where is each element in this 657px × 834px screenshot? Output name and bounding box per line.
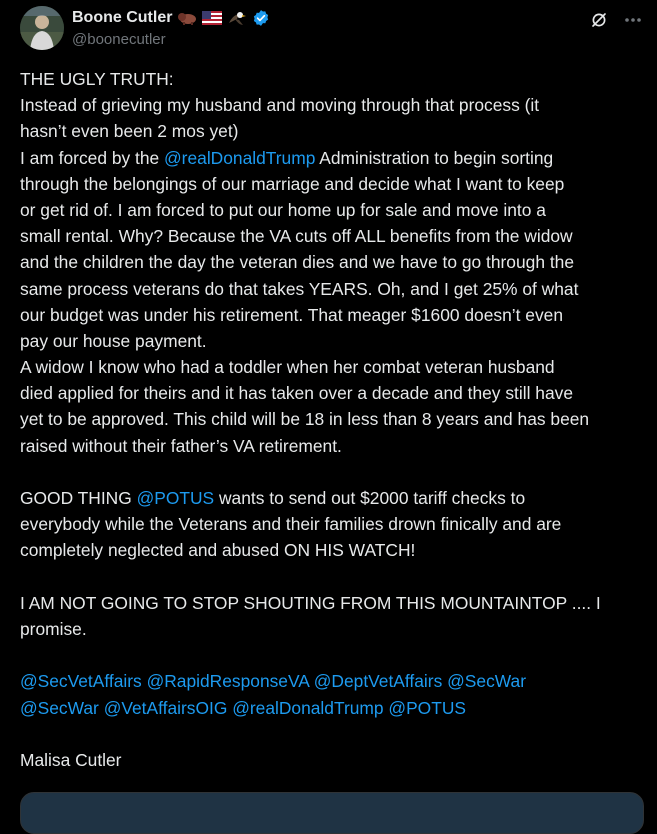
tweet-line xyxy=(20,145,640,171)
tweet-line: I AM NOT GOING TO STOP SHOUTING FROM THIS MOUNTAINTOP .... I xyxy=(20,592,601,613)
mentions-line xyxy=(20,695,640,721)
more-icon[interactable] xyxy=(623,10,643,30)
media-attachment[interactable] xyxy=(20,792,644,834)
tweet-text xyxy=(20,66,640,773)
tweet-line: Instead of grieving my husband and moving through that process (it xyxy=(20,95,540,116)
tweet-line: yet to be approved. This child will be 18 in less than 8 years and has been xyxy=(20,409,590,430)
tweet-line: THE UGLY TRUTH: xyxy=(20,69,174,89)
paragraph-break xyxy=(20,564,640,590)
mention-link[interactable]: @realDonaldTrump xyxy=(232,697,384,718)
grok-icon[interactable] xyxy=(589,10,609,30)
mention-link[interactable]: @realDonaldTrump xyxy=(164,147,316,168)
header-actions xyxy=(589,10,643,30)
author-block xyxy=(72,7,270,48)
paragraph-break xyxy=(20,642,640,668)
mention-link[interactable]: @POTUS xyxy=(388,697,466,718)
bison-icon xyxy=(177,11,197,25)
display-name[interactable]: Boone Cutler xyxy=(72,9,173,26)
tweet-line: died applied for theirs and it has taken over a decade and they still have xyxy=(20,383,573,404)
mention-link[interactable]: @SecWar xyxy=(447,671,526,692)
display-name-row xyxy=(72,7,270,29)
tweet-text-fragment: GOOD THING xyxy=(20,488,137,508)
paragraph-break xyxy=(20,721,640,747)
us-flag-icon xyxy=(202,11,222,25)
mention-link[interactable]: @DeptVetAffairs xyxy=(313,671,443,692)
mention-link[interactable]: @POTUS xyxy=(136,488,215,508)
tweet-line: A widow I know who had a toddler when her combat veteran husband xyxy=(20,357,555,378)
paragraph-break xyxy=(20,459,640,485)
verified-badge-icon xyxy=(252,9,270,27)
mention-link[interactable]: @VetAffairsOIG xyxy=(103,697,228,718)
signature: Malisa Cutler xyxy=(20,749,122,770)
eagle-icon xyxy=(227,11,247,25)
tweet-line: raised without their father’s VA retirement. xyxy=(20,435,342,456)
tweet-line: everybody while the Veterans and their families drown finically and are xyxy=(20,514,562,535)
tweet-line: promise. xyxy=(20,618,87,639)
tweet-line: our budget was under his retirement. That meager $1600 doesn’t even xyxy=(20,304,563,325)
mention-link[interactable]: @SecWar xyxy=(20,697,99,718)
tweet-line: same process veterans do that takes YEARS. Oh, and I get 25% of what xyxy=(20,278,579,299)
tweet-line: hasn’t even been 2 mos yet) xyxy=(20,121,239,142)
tweet-line: small rental. Why? Because the VA cuts off ALL benefits from the widow xyxy=(20,226,573,247)
tweet-line: completely neglected and abused ON HIS WATCH! xyxy=(20,540,416,561)
tweet-text-fragment: I am forced by the xyxy=(20,147,165,168)
author-handle[interactable]: @boonecutler xyxy=(72,31,166,48)
tweet-line: through the belongings of our marriage and decide what I want to keep xyxy=(20,173,565,194)
tweet-line xyxy=(20,485,640,511)
tweet-line: and the children the day the veteran dies and we have to go through the xyxy=(20,252,574,273)
avatar[interactable] xyxy=(20,6,64,50)
tweet-line: or get rid of. I am forced to put our home up for sale and move into a xyxy=(20,199,546,220)
tweet-header xyxy=(20,4,643,54)
tweet-text-fragment: Administration to begin sorting xyxy=(315,147,554,168)
tweet-line: pay our house payment. xyxy=(20,330,207,351)
mention-link[interactable]: @RapidResponseVA xyxy=(146,671,309,692)
mentions-line xyxy=(20,668,640,694)
tweet-text-fragment: wants to send out $2000 tariff checks to xyxy=(214,488,526,508)
mention-link[interactable]: @SecVetAffairs xyxy=(20,671,142,692)
